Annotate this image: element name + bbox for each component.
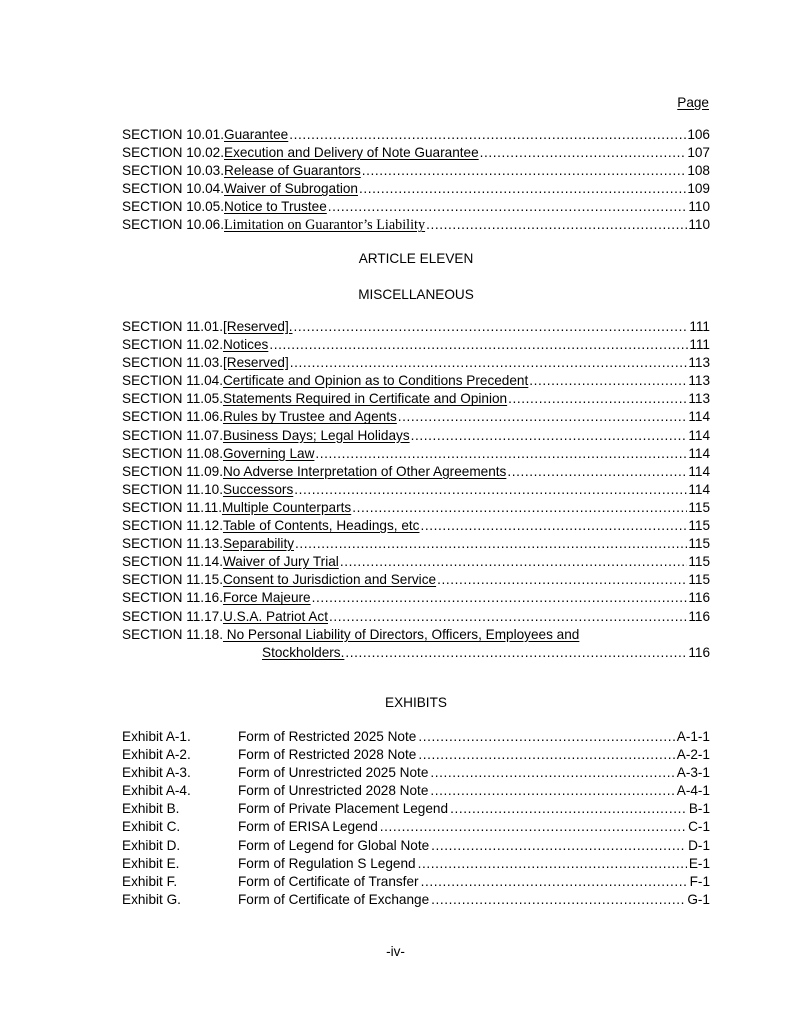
toc-row[interactable] — [122, 354, 710, 372]
page-footer-number: -iv- — [386, 944, 405, 959]
toc-row[interactable] — [122, 571, 710, 589]
toc-row[interactable] — [122, 216, 710, 234]
section-title-link[interactable]: Notice to Trustee — [224, 199, 327, 215]
section-title-link[interactable]: Waiver of Subrogation — [224, 181, 358, 197]
page-number: 113 — [688, 355, 710, 371]
dot-leader — [418, 855, 687, 873]
article-heading: ARTICLE ELEVEN — [358, 251, 474, 266]
page-number: 111 — [689, 337, 710, 353]
dot-leader — [345, 644, 687, 662]
exhibit-page: A-2-1 — [676, 747, 710, 763]
exhibit-name: Exhibit B. — [122, 801, 180, 817]
section-title-link[interactable]: Separability — [222, 536, 295, 552]
dot-leader — [380, 818, 686, 836]
section-title-link[interactable]: Successors — [222, 481, 294, 497]
section-number: SECTION 10.06. — [122, 217, 224, 233]
page-number: 108 — [687, 163, 710, 179]
dot-leader — [294, 481, 687, 499]
dot-leader — [426, 216, 687, 234]
toc-row[interactable] — [122, 162, 710, 180]
dot-leader — [340, 553, 688, 571]
section-title-link[interactable]: [Reserved] — [222, 355, 289, 371]
exhibit-title: Form of Restricted 2028 Note — [238, 747, 417, 763]
toc-row[interactable] — [122, 463, 710, 481]
section-title-link[interactable]: Guarantee — [224, 127, 289, 142]
dot-leader — [290, 354, 688, 372]
toc-row[interactable] — [122, 180, 710, 198]
exhibits-list — [122, 728, 710, 909]
section-title-link[interactable]: Force Majeure — [222, 590, 311, 606]
dot-leader — [312, 589, 688, 607]
exhibit-row[interactable] — [122, 746, 710, 764]
exhibit-page: C-1 — [688, 819, 710, 835]
exhibit-title: Form of Certificate of Exchange — [238, 891, 430, 907]
toc-row[interactable] — [122, 408, 710, 426]
exhibit-row[interactable] — [122, 782, 710, 800]
page-number: 114 — [688, 445, 710, 461]
section-number: SECTION 11.17. — [122, 608, 223, 624]
section-number: SECTION 10.01. — [122, 127, 224, 142]
exhibit-page: G-1 — [687, 891, 710, 907]
page-number: 107 — [687, 145, 710, 161]
exhibit-title: Form of Legend for Global Note — [238, 837, 430, 853]
toc-row[interactable] — [122, 517, 710, 535]
exhibit-name: Exhibit A-1. — [122, 729, 191, 744]
dot-leader — [450, 800, 687, 818]
dot-leader — [430, 764, 674, 782]
exhibit-page: E-1 — [688, 855, 710, 871]
section-number: SECTION 11.14. — [122, 554, 223, 570]
dot-leader — [507, 463, 687, 481]
exhibit-name: Exhibit E. — [122, 855, 180, 871]
exhibit-title: Form of Unrestricted 2025 Note — [238, 765, 429, 781]
exhibit-name: Exhibit A-2. — [122, 747, 191, 763]
toc-row[interactable] — [122, 372, 710, 390]
section-title-link[interactable]: Notices — [222, 337, 269, 353]
page-number: 113 — [688, 373, 710, 389]
article-subheading: MISCELLANEOUS — [358, 287, 474, 302]
section-title-link-continued[interactable]: Stockholders. — [262, 644, 345, 660]
dot-leader — [295, 535, 687, 553]
section-number: SECTION 11.12. — [122, 518, 223, 534]
page-number: 110 — [688, 199, 710, 215]
dot-leader — [480, 144, 687, 162]
dot-leader — [420, 517, 687, 535]
exhibit-name: Exhibit A-4. — [122, 783, 191, 799]
exhibit-title: Form of Restricted 2025 Note — [238, 729, 417, 744]
section-title-link[interactable]: Release of Guarantors — [224, 163, 361, 179]
exhibit-row[interactable] — [122, 855, 710, 873]
toc-row[interactable] — [122, 318, 710, 336]
section-number: SECTION 10.02. — [122, 145, 224, 161]
dot-leader — [437, 571, 687, 589]
exhibit-row[interactable] — [122, 837, 710, 855]
section-number: SECTION 11.15. — [122, 572, 223, 588]
page-number: 111 — [689, 319, 710, 334]
page-number: 114 — [688, 463, 710, 479]
exhibit-title: Form of Private Placement Legend — [238, 801, 449, 817]
section-title-link[interactable]: Certificate and Opinion as to Conditions Precedent — [222, 373, 529, 389]
page-number: 115 — [688, 572, 710, 588]
section-number: SECTION 10.05. — [122, 199, 224, 215]
dot-leader — [418, 746, 674, 764]
page-number: 110 — [688, 217, 710, 233]
exhibit-row[interactable] — [122, 728, 710, 746]
section-number: SECTION 10.04. — [122, 181, 224, 197]
page-number: 115 — [688, 518, 710, 534]
section-number: SECTION 11.03. — [122, 355, 223, 371]
section-number: SECTION 11.01. — [122, 319, 223, 334]
toc-article-eleven — [122, 318, 710, 662]
exhibit-title: Form of ERISA Legend — [238, 819, 378, 835]
exhibit-row[interactable] — [122, 800, 710, 818]
toc-row-multiline[interactable] — [122, 626, 710, 662]
dot-leader — [328, 198, 688, 216]
section-title-link[interactable]: Governing Law — [222, 445, 315, 461]
dot-leader — [418, 728, 674, 746]
exhibit-page: A-4-1 — [676, 783, 710, 799]
toc-row[interactable] — [122, 445, 710, 463]
page-number: 116 — [688, 590, 710, 606]
exhibit-title: Form of Certificate of Transfer — [238, 873, 419, 889]
toc-article-ten — [122, 126, 710, 235]
toc-row[interactable] — [122, 126, 710, 144]
dot-leader — [315, 445, 687, 463]
section-title-link[interactable]: Consent to Jurisdiction and Service — [222, 572, 437, 588]
toc-row[interactable] — [122, 535, 710, 553]
page-number: 114 — [688, 481, 710, 497]
exhibit-title: Form of Unrestricted 2028 Note — [238, 783, 429, 799]
page-number: 113 — [688, 391, 710, 407]
exhibit-name: Exhibit D. — [122, 837, 181, 853]
toc-row[interactable] — [122, 198, 710, 216]
exhibit-page: B-1 — [688, 801, 710, 817]
section-number: SECTION 11.16. — [122, 590, 223, 606]
dot-leader — [411, 427, 688, 445]
dot-leader — [329, 608, 687, 626]
section-number: SECTION 11.13. — [122, 536, 223, 552]
section-number: SECTION 11.10. — [122, 481, 223, 497]
dot-leader — [421, 873, 688, 891]
section-title-link[interactable]: Waiver of Jury Trial — [222, 554, 339, 570]
dot-leader — [529, 372, 687, 390]
section-number: SECTION 11.02. — [122, 337, 223, 353]
section-title-link[interactable]: Limitation on Guarantor’s Liability — [224, 217, 426, 234]
section-number: SECTION 11.04. — [122, 373, 223, 389]
exhibit-row[interactable] — [122, 764, 710, 782]
page-number: 109 — [687, 181, 710, 197]
exhibit-name: Exhibit G. — [122, 891, 181, 907]
section-title-link[interactable]: Statements Required in Certificate and Opinion — [222, 391, 508, 407]
exhibit-row[interactable] — [122, 873, 710, 891]
page-number: 115 — [688, 536, 710, 552]
section-number: SECTION 11.08. — [122, 445, 223, 461]
toc-row[interactable] — [122, 499, 710, 517]
exhibit-row[interactable] — [122, 891, 710, 909]
page-column-label: Page — [677, 95, 709, 110]
dot-leader — [362, 162, 687, 180]
page-number: 114 — [688, 409, 710, 425]
section-title-link[interactable]: No Personal Liability of Directors, Officers, Employees and — [222, 626, 580, 642]
exhibit-title: Form of Regulation S Legend — [238, 855, 416, 871]
dot-leader — [508, 390, 687, 408]
dot-leader — [294, 318, 689, 336]
page-number: 115 — [688, 554, 710, 570]
section-number: SECTION 10.03. — [122, 163, 224, 179]
section-number: SECTION 11.06. — [122, 409, 223, 425]
dot-leader — [269, 336, 688, 354]
toc-row[interactable] — [122, 336, 710, 354]
toc-row[interactable] — [122, 553, 710, 571]
section-title-link[interactable]: Execution and Delivery of Note Guarantee — [224, 145, 479, 161]
section-number: SECTION 11.07. — [122, 427, 223, 443]
dot-leader — [430, 782, 674, 800]
dot-leader — [431, 837, 686, 855]
section-title-link[interactable]: Table of Contents, Headings, etc — [222, 518, 420, 534]
page-number: 106 — [687, 127, 710, 142]
section-title-link[interactable]: Rules by Trustee and Agents — [222, 409, 397, 425]
dot-leader — [352, 499, 687, 517]
exhibit-page: D-1 — [688, 837, 710, 853]
page-number: 115 — [688, 499, 710, 515]
page-number: 116 — [688, 608, 710, 624]
exhibit-page: A-3-1 — [676, 765, 710, 781]
exhibit-name: Exhibit C. — [122, 819, 181, 835]
section-number: SECTION 11.05. — [122, 391, 223, 407]
exhibit-name: Exhibit A-3. — [122, 765, 191, 781]
toc-row[interactable] — [122, 608, 710, 626]
section-title-link[interactable]: Multiple Counterparts — [221, 499, 352, 515]
section-number: SECTION 11.09. — [122, 463, 223, 479]
page-number: 114 — [688, 427, 710, 443]
page-number: 116 — [688, 644, 710, 660]
section-title-link[interactable]: [Reserved]. — [222, 319, 293, 334]
section-number: SECTION 11.18. — [122, 626, 223, 642]
exhibit-name: Exhibit F. — [122, 873, 178, 889]
section-title-link[interactable]: Business Days; Legal Holidays — [222, 427, 410, 443]
dot-leader — [359, 180, 686, 198]
dot-leader — [431, 891, 685, 909]
toc-row[interactable] — [122, 144, 710, 162]
toc-row[interactable] — [122, 427, 710, 445]
exhibits-heading: EXHIBITS — [385, 695, 447, 710]
toc-row[interactable] — [122, 481, 710, 499]
section-title-link[interactable]: U.S.A. Patriot Act — [222, 608, 328, 624]
section-number: SECTION 11.11. — [122, 499, 222, 515]
dot-leader — [398, 408, 688, 426]
toc-row[interactable] — [122, 390, 710, 408]
exhibit-page: A-1-1 — [676, 729, 710, 744]
section-title-link[interactable]: No Adverse Interpretation of Other Agreements — [222, 463, 507, 479]
exhibit-page: F-1 — [689, 873, 710, 889]
dot-leader — [289, 126, 686, 144]
toc-row[interactable] — [122, 589, 710, 607]
exhibit-row[interactable] — [122, 818, 710, 836]
